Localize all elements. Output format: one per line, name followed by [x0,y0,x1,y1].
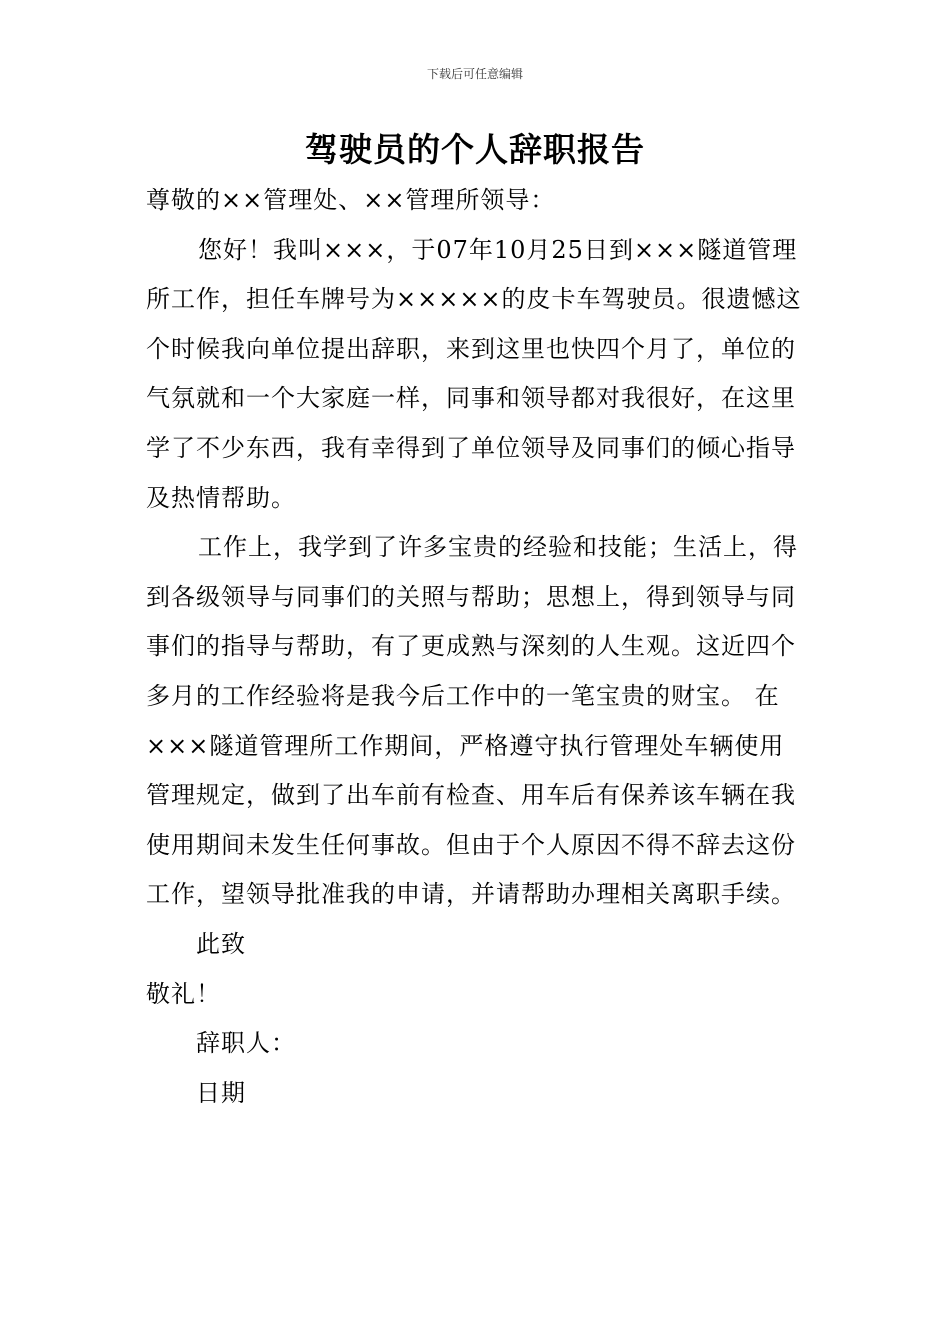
regards: 敬礼！ [146,979,221,1008]
signature-label: 辞职人： [196,1029,296,1058]
paragraph-2: 工作上，我学到了许多宝贵的经验和技能；生活上，得到各级领导与同事们的关照与帮助；思想上，得到领导与同事们的指导与帮助，有了更成熟与深刻的人生观。这近四个多月的工作经验将是我今后工作中的一笔宝贵的财宝。 在×××隧道管理所工作期间，严格遵守执行管理处车辆使用管理规定，做到了出车前有检查、用车后有保养该车辆在我使用期间未发生任何事故。但由于个人原因不得不辞去这份工作，望领导批准我的申请，并请帮助办理相关离职手续。 [146,533,798,909]
salutation: 尊敬的××管理处、××管理所领导： [146,186,556,214]
document-title: 驾驶员的个人辞职报告 [305,130,645,169]
closing: 此致 [196,929,246,958]
document-body [146,176,808,1118]
date-label: 日期 [196,1078,246,1107]
paragraph-1: 您好！我叫×××，于07年10月25日到×××隧道管理所工作，担任车牌号为×××××的皮卡车驾驶员。很遗憾这个时候我向单位提出辞职，来到这里也快四个月了，单位的气氛就和一个大家庭一样，同事和领导都对我很好，在这里学了不少东西，我有幸得到了单位领导及同事们的倾心指导及热情帮助。 [146,235,802,512]
header-note: 下载后可任意编辑 [426,67,523,81]
